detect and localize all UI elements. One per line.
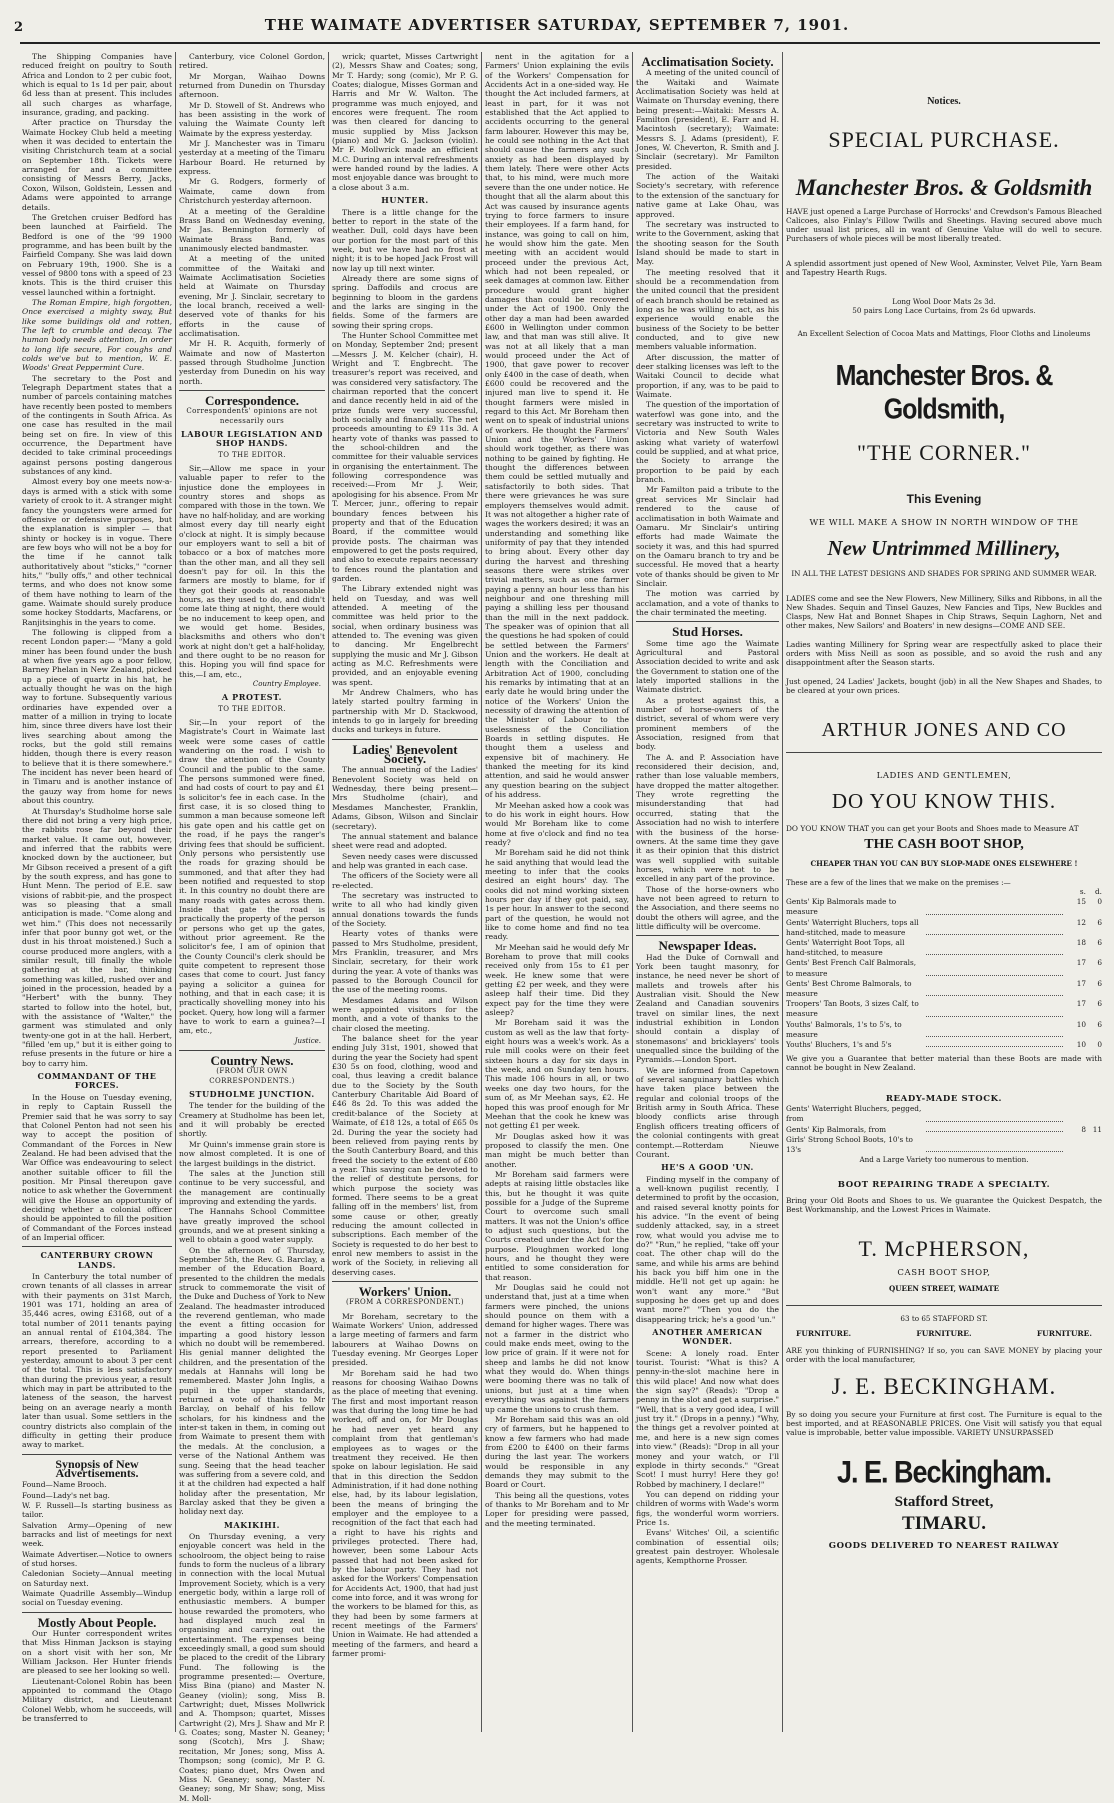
section-heading: CANTERBURY CROWN LANDS. — [40, 1250, 154, 1270]
price-item-name: Gents' Waterright Bluchers, tops all hand-stitched, made to measure — [786, 917, 919, 937]
price-shillings — [1066, 1104, 1086, 1124]
article-paragraph: Mr Boreham said he had two reasons for choosing Waihao Downs as the place of meeting that evening. The first and most important reason was that during the long time he had worked, off and on, for Mr Douglas he had never yet heard any complaint from that gentleman's employees as to wages or the treatment they received. He then spoke on labour legislation. He said that in this direction the Seddon Administration, if it had done nothing else, had, by its labour legislation, been the means of bringing the employer and the employee to a recognition of the fact that each had a right to have his rights and privileges protected. There had, however, been some Labour Acts passed that had not been asked for by the labour party. They had not asked for the Workers' Compensation for Accidents Act, 1900, that had just come into force, and it was wrong for the workers to be blamed for this, as they had been by some farmers at recent meetings of the Farmers' Union in Waimate. He had attended a meeting of the farmers, and heard a farmer promi- — [332, 1368, 478, 1659]
article-paragraph: As a protest against this, a number of horse-owners of the district, several of whom were very prominent members of the Association, resigned from that body. — [636, 695, 779, 752]
ad-body: HAVE just opened a Large Purchase of Horrocks' and Crewdson's Famous Bleached Calicoes, also Finlay's Fillow Twills and Sheetings. Having secured above much under usual list prices, all in want of Genuine Value will do well to secure. Purchasers of whole pieces will be most liberally treated. — [786, 207, 1102, 243]
poem: The Roman Empire, high forgotten, Once exercised a mighty sway, But like some buildings old and rotten, The left to crumble and decay. The human body needs attention, In order to long life secure, For coughs and colds we've but to mention, W. E. Woods' Great Peppermint Cure. — [22, 297, 172, 373]
leader-dots — [926, 999, 1063, 1016]
price-shillings: 17 — [1076, 999, 1086, 1009]
advertisements-column — [786, 52, 1102, 1732]
notices-heading: Notices. — [927, 96, 961, 107]
column-2 — [179, 52, 325, 1803]
price-shillings: 18 — [1076, 938, 1086, 948]
article-paragraph: After discussion, the matter of deer stalking licenses was left to the Waitaki Council to decide what proportion, if any, was to be paid to Waimate. — [636, 352, 779, 400]
column-4 — [485, 52, 629, 1732]
article-paragraph: The action of the Waitaki Society's secretary, with reference to the extension of the sanctuary for native game at Lake Ohau, was approved. — [636, 172, 779, 219]
ad-line: 50 pairs Long Lace Curtains, from 2s 6d upwards. — [852, 306, 1036, 315]
price-item-name: Gents' Best Chrome Balmorals, to measure — [786, 978, 912, 999]
ad-line: FURNITURE. — [916, 1329, 972, 1339]
price-pence — [1086, 1135, 1102, 1155]
shop-name: "THE CORNER." — [857, 440, 1031, 465]
article-paragraph: Mr Quinn's immense grain store is now almost completed. It is one of the largest buildings in the district. — [179, 1139, 325, 1168]
article-paragraph: The motion was carried by acclamation, and a vote of thanks to the chair terminated the meeting. — [636, 589, 779, 617]
section-heading: Ladies' Benevolent Society. — [352, 741, 458, 767]
divider — [332, 739, 478, 740]
letter-signature: Justice. — [294, 1036, 321, 1045]
divider — [22, 1454, 172, 1455]
divider — [22, 1246, 172, 1247]
ad-heading: DO YOU KNOW THIS. — [831, 789, 1057, 813]
price-pence: 6 — [1097, 1019, 1102, 1029]
article-paragraph: The sales at the Junction still continue to be very successful, and the management are continually improving and extending the yards. — [179, 1168, 325, 1206]
advertiser-name: J. E. Beckingham. — [836, 1454, 1052, 1490]
section-heading: HE'S A GOOD 'UN. — [661, 1162, 754, 1173]
ad-body: Ladies wanting Millinery for Spring wear are respectfully asked to place their orders with Miss Neill as soon as possible, and so avoid the rush and any disappointment after the Season starts. — [786, 640, 1102, 667]
section-heading: Stud Horses. — [672, 624, 743, 640]
price-pence: 6 — [1097, 999, 1102, 1009]
price-item-name: Gents' Waterright Boot Tops, all hand-stitched, to measure — [786, 938, 905, 958]
column-divider — [175, 52, 176, 1732]
ad-line: QUEEN STREET, WAIMATE — [888, 1284, 1000, 1294]
price-pence — [1086, 1104, 1102, 1124]
divider — [179, 1050, 325, 1051]
article-paragraph: wrick; quartet, Misses Cartwright (2), Messrs Shaw and Coates; song, Mr T. Hardy; song (comic), Mr P. G. Coates; dialogue, Misses Gorman and Harris and Mr W. Walton. The programme was much enjoyed, and encores were frequent. The room was then cleared for dancing to music supplied by Miss Jackson (piano) and Mr G. Jackson (violin). Mr F. Mollwrick made an efficient M.C. During an interval refreshments were handed round by the ladies. A most enjoyable dance was brought to a close about 3 a.m. — [332, 52, 478, 192]
ad-body: ARE you thinking of FURNISHING? If so, you can SAVE MONEY by placing your order with the local manufacturer, — [786, 1346, 1102, 1365]
leader-dots — [926, 918, 1063, 935]
leader-dots — [926, 1125, 1063, 1132]
price-item-name: Gents' Kip Balmorals, from — [786, 1124, 887, 1134]
section-heading: Newspaper Ideas. — [658, 938, 757, 954]
letter-body: Sir,—Allow me space in your valuable paper to refer to the injustice done the employees in country stores and shops as compared with those in the town. We have no half-holiday, and are working almost every day till nearly eight o'clock at night. It is simply because our employers want to sell a bit of tobacco or a box of matches more than the other man, and all they sell doesn't pay for oil. In this the farmers are mostly to blame, for if they got their goods at reasonable hours, as they used to do, and didn't come late thing at night, there would be no inducement to keep open, and we would get home. Besides, blacksmiths and others who don't work at night don't get a half-holiday, and there ought to be no reason for this. Hoping you will find space for this,—I am, etc., — [179, 464, 325, 679]
ad-line: GOODS DELIVERED TO NEAREST RAILWAY — [828, 1541, 1060, 1552]
article-paragraph: Mr Andrew Chalmers, who has lately started poultry farming in partnership with Mr D. Stackwood, intends to go in largely for breeding ducks and turkeys in future. — [332, 688, 478, 735]
price-pence: 6 — [1097, 938, 1102, 948]
ad-line: Stafford Street, — [894, 1494, 994, 1511]
ad-body: Bring your Old Boots and Shoes to us. We guarantee the Quickest Despatch, the Best Workmanship, and the Lowest Prices in Waimate. — [786, 1196, 1102, 1215]
article-paragraph: The annual meeting of the Ladies' Benevolent Society was held on Wednesday, there being present—Mrs Studholme (chair), and Mesdames Manchester, Franklin, Adams, Gibson, Wilson and Sinclair (secretary). — [332, 765, 478, 831]
list-item: Found—Name Brooch. — [22, 1480, 107, 1490]
article-paragraph: Mr D. Stowell of St. Andrews who has been assisting in the work of valuing the Waimate County left Waimate by the express yesterday. — [179, 100, 325, 138]
article-paragraph: At a meeting of the Geraldine Brass Band on Wednesday evening, Mr Jas. Bennington formerly of Waimate Brass Band, was unanimously elected bandmaster. — [179, 206, 325, 253]
list-item: Waimate Advertiser.—Notice to owners of stud horses. — [22, 1549, 172, 1568]
price-item-name: Gents' Best French Calf Balmorals, to measure — [786, 958, 917, 978]
ad-cash-boot-shop — [786, 771, 1102, 1293]
section-heading: Correspondence. — [204, 393, 299, 409]
letter-heading: A PROTEST. — [221, 692, 283, 703]
article-paragraph: The Shipping Companies have reduced freight on poultry to South Africa and London to 2 per cubic foot, which is equal to 1s 1d per pair, about 6d less than at present. This includes all such charges as wharfage, insurance, grading, and packing. — [22, 52, 172, 118]
divider — [786, 1305, 1102, 1306]
page-number: 2 — [14, 20, 24, 35]
article-paragraph: The question of the importation of waterfowl was gone into, and the secretary was instructed to write to Victoria and New South Wales asking what variety of waterfowl could be supplied, and at what price, the Society to arrange the proportion to be paid by each branch. — [636, 400, 779, 485]
price-item-name: Youths' Balmorals, 1's to 5's, to measure — [786, 1019, 902, 1039]
price-shillings: 15 — [1076, 897, 1086, 907]
price-pence: 0 — [1097, 897, 1102, 907]
letter-address: TO THE EDITOR. — [218, 450, 286, 459]
newspaper-title: THE WAIMATE ADVERTISER SATURDAY, SEPTEMBER 7, 1901. — [264, 16, 850, 34]
leader-dots — [926, 1040, 1063, 1047]
article-paragraph: Evans' Witches' Oil, a scientific combination of essential oils; greatest pain destroyer. Wholesale agents, Kempthorne Prosser. — [636, 1528, 779, 1566]
column-divider — [782, 52, 783, 1732]
divider — [636, 621, 779, 622]
price-shillings: 17 — [1076, 958, 1086, 968]
section-heading: Country News. — [210, 1053, 294, 1069]
price-shillings: 17 — [1076, 978, 1086, 988]
article-paragraph: Mr Boreham said this was an old cry of farmers, but he happened to know a few farmers who had made from £200 to £400 on their farms during the last year. The workers would be responsible in any demands they may submit to the Board or Court. — [485, 1414, 629, 1490]
article-paragraph: Some time ago the Waimate Agricultural and Pastoral Association decided to write and ask the Government to station one of the lately imported stallions in the Waimate district. — [636, 638, 779, 695]
column-divider — [328, 52, 329, 1732]
list-item: Caledonian Society—Annual meeting on Saturday next. — [22, 1569, 172, 1588]
ad-line: LADIES AND GENTLEMEN, — [876, 771, 1012, 781]
price-pence: 11 — [1092, 1124, 1102, 1134]
article-paragraph: Mr Boreham, secretary to the Waimate Workers' Union, addressed a large meeting of farmers and farm labourers at Waihao Downs on Tuesday evening. Mr Georges Loper presided. — [332, 1311, 478, 1368]
ad-subheading: READY-MADE STOCK. — [885, 1094, 1003, 1105]
section-heading: Mostly About People. — [37, 1614, 157, 1630]
price-pence: 6 — [1097, 958, 1102, 968]
leader-dots — [926, 938, 1063, 955]
column-1 — [22, 52, 172, 1732]
article-paragraph: Almost every boy one meets now-a-days is armed with a stick with some variety of crook to it. A stranger might fancy the youngsters were armed for offensive or defensive purposes, but the explanation is simpler — that shinty or hockey is in vogue. There are few boys who will not be a boy for the time if he cannot talk authoritatively about "sticks," "corner hits," "bully offs," and other technical terms, and who does not know some of them have nothing to learn of the game. Waimate should surely produce some hockey Stoddarts, Macfarens, or Ranjitsinghis in the years to come. — [22, 477, 172, 627]
leader-dots — [926, 1020, 1063, 1037]
price-item-name: Gents' Kip Balmorals made to measure — [786, 897, 897, 917]
ad-line: Long Wool Door Mats 2s 3d. — [892, 297, 996, 306]
divider — [22, 1612, 172, 1613]
article-paragraph: Already there are some signs of spring. Daffodils and crocus are beginning to bloom in the gardens and the larks are singing in the fields. Some of the farmers are sowing their spring crops. — [332, 273, 478, 330]
advertiser-name: Manchester Bros. & Goldsmith — [795, 175, 1093, 200]
article-paragraph: At a meeting of the united committee of the Waitaki and Waimate Acclimatisation Societies held at Waimate on Thursday evening, Mr J. Sinclair, secretary to the local branch, received a well-deserved vote of thanks for his efforts in the cause of acclimatisation. — [179, 254, 325, 338]
article-paragraph: The Gretchen cruiser Bedford has been launched at Fairfield. The Bedford is one of the '99 1900 programme, and has been built by the Fairfield Company. She was laid down on February 19th, 1900. She is a vessel of 9800 tons with a speed of 23 knots. This is the third cruiser this vessel launched within a fortnight. — [22, 212, 172, 297]
article-paragraph: Mr Douglas asked how it was proposed to classify the men. One man might be much better than another. — [485, 1131, 629, 1169]
price-pence: 6 — [1097, 978, 1102, 988]
ad-line: And a Large Variety too numerous to mention. — [859, 1155, 1029, 1165]
article-paragraph: On Thursday evening, a very enjoyable concert was held in the schoolroom, the object being to raise funds to form the nucleus of a library in connection with the local Mutual Improvement Society, which is a very energetic body, within a large roll of enthusiastic members. A bumper house rewarded the promoters, who had displayed much zeal in organising and carrying out the entertainment. The expenses being exceedingly small, a good sum should be placed to the credit of the Library Fund. The following is the programme presented:— Overture, Miss Bina (piano) and Master N. Geaney (violin); song, Miss B. Cartwright; duet, Misses Mollwrick and A. Thompson; quartet, Misses Cartwright (2), Mrs J. Shaw and Mr P. G. Coates; song, Master N. Geaney; song (Scotch), Mrs J. Shaw; recitation, Mr Jones; song, Miss A. Thompson; song (comic), Mr P. G. Coates; piano duet, Mrs Owen and Miss N. Geaney; song, Master N. Geaney; song, Mr Shaw; song, Miss M. Moll- — [179, 1531, 325, 1803]
price-shillings: 12 — [1076, 917, 1086, 927]
article-paragraph: The Library extended night was held on Tuesday, and was well attended. A meeting of the committee was held prior to the social, when ordinary business was attended to. The evening was given to dancing. Mr Engelbrecht supplying the music and Mr J. Gibson acting as M.C. Refreshments were provided, and an enjoyable evening was spent. — [332, 584, 478, 687]
article-paragraph: The secretary to the Post and Telegraph Department states that a number of parcels containing matches have recently been posted to members of the contingents in South Africa. As one case has resulted in the mail being set on fire. In view of this occurrence, the Department have decided to take criminal proceedings against persons posting dangerous substances of any kind. — [22, 373, 172, 477]
price-row — [786, 897, 1102, 917]
price-shillings — [1066, 1135, 1086, 1155]
column-5 — [636, 52, 779, 1732]
price-row — [786, 938, 1102, 958]
price-list — [786, 1104, 1102, 1155]
price-pence: 6 — [1097, 917, 1102, 927]
column-divider — [481, 52, 482, 1732]
article-paragraph: Mr Morgan, Waihao Downs returned from Dunedin on Thursday afternoon. — [179, 71, 325, 100]
divider — [179, 390, 325, 391]
article-paragraph: Mr Meehan said he would defy Mr Boreham to prove that mill cooks received only from 15s to £1 per week. He knew some that were getting £2 per week, and they were asleep half their time. Did they expect pay for the time they were asleep? — [485, 942, 629, 1018]
article-paragraph: Mr Boreham said it was the custom as well as the law that forty-eight hours was a week's work. As a rule mill cooks were on their feet sixteen hours a day for six days in the week, and on Sunday ten hours. This made 106 hours in all, or two weeks one day two hours, for the sum of, as Mr Meehan says, £2. He hoped this was proof enough for Mr Meehan that the cook he knew was not getting £1 per week. — [485, 1018, 629, 1131]
ad-beckingham — [786, 1314, 1102, 1551]
price-header: s. d. — [1079, 887, 1102, 896]
price-row — [786, 1040, 1102, 1050]
advertiser-name: ARTHUR JONES AND CO — [821, 719, 1067, 741]
ad-line: WE WILL MAKE A SHOW IN NORTH WINDOW OF THE — [809, 518, 1079, 528]
article-paragraph: Mr Meehan asked how a cook was to do his work in eight hours. How would Mr Boreham like to come home at five o'clock and find no tea ready? — [485, 800, 629, 847]
article-paragraph: Mr Familton paid a tribute to the great services Mr Sinclair had rendered to the cause of acclimatisation in both Waimate and Oamaru. Mr Sinclair's untiring efforts had made Waimate the society it was, and this had spurred on the Oamaru branch to try and be successful. He moved that a hearty vote of thanks should be given to Mr Sinclair. — [636, 485, 779, 588]
article-paragraph: The secretary was instructed to write to the Government, asking that the shooting season for the South Island should be made to start in May. — [636, 219, 779, 267]
advertiser-name: T. McPHERSON, — [858, 1236, 1030, 1262]
article-paragraph: At Thursday's Studholme horse sale there did not bring a very high price, the rabbits rose far beyond their market value. It came out, however, and inferred that the rabbits were knocked down by the auctioneer, but Mr Gibson received a present of a gift by the south express, and has gone to Hunt Menn. The period of E.E. saw visions of rabbit-pie, and the prospect was so pleasing that a small anticipation is made. "Come along and wet him." (This does not necessarily infer that poor bunny got wet, or the dust in his throat moistened.) Such a course produced more anglers, with a similar result, till finally the whole gathering at the bar, thinking something was killed, rushed over and joined in the procession, headed by a "Herbert" with the bunny. They started to follow into the hotel, but, with the assistance of "Walter," the garment was stimulated and only twenty-one got in at the hall. Herbert, "filled 'em up," but it is either going to refuse presents in the future or hire a boy to carry him. — [22, 806, 172, 1068]
article-paragraph: We are informed from Capetown of several sanguinary battles which have taken place between the regular and colonial troops of the British army in South Africa. These bloody conflicts arise through English officers treating officers of the colonial contingents with great contempt.—Rotterdam Nieuwe Courant. — [636, 1065, 779, 1159]
article-paragraph: The tender for the building of the Creamery at Studholme has been let, and it will probably be erected shortly. — [179, 1101, 325, 1139]
ad-body: A splendid assortment just opened of New Wool, Axminster, Velvet Pile, Yarn Beam and Tapestry Hearth Rugs. — [786, 259, 1102, 277]
article-paragraph: The annual statement and balance sheet were read and adopted. — [332, 831, 478, 851]
ad-feature: New Untrimmed Millinery, — [827, 536, 1061, 560]
locality-heading: STUDHOLME JUNCTION. — [189, 1089, 315, 1100]
price-row — [786, 979, 1102, 999]
leader-dots — [926, 979, 1063, 996]
ad-body: LADIES come and see the New Flowers, New Millinery, Silks and Ribbons, in all the New Shades. Sequin and Tinsel Gauzes, New Fancies and Tips, New Buckles and Clasps, New Hat and Bonnet Shapes in Chip Straws, Sequin Laghorn, Net and other makes, New Sailors' and Boaters' in new designs—COME AND SEE. — [786, 594, 1102, 630]
ad-line: FURNITURE. — [1036, 1329, 1092, 1339]
price-row — [786, 1104, 1102, 1124]
article-paragraph: In Canterbury the total number of crown tenants of all classes in arrear with their payments on 31st March, 1901 was 171, holding an area of 35,446 acres, owing £3168, out of a total number of 2011 tenants paying an annual rental of £104,384. The arrears, therefore, according to a report presented to Parliament yesterday, amount to about 3 per cent of the total. This is less satisfactory than during the previous year, a result which may in part be attributed to the lateness of the season, the harvest being on an average nearly a month later than usual. Some settlers in the country districts also complain of the difficulty in getting their produce away to market. — [22, 1272, 172, 1450]
ad-line: CASH BOOT SHOP, — [897, 1268, 991, 1279]
ad-body: Just opened, 24 Ladies' Jackets, bought (job) in all the New Shapes and Shades, to be cleared at your own prices. — [786, 677, 1102, 695]
article-paragraph: You can depend on ridding your children of worms with Wade's worm figs, the wonderful worm worriers. Price 1s. — [636, 1489, 779, 1527]
price-row — [786, 958, 1102, 978]
ad-subheading: BOOT REPAIRING TRADE A SPECIALTY. — [837, 1180, 1051, 1191]
article-paragraph: Our Hunter correspondent writes that Miss Hinman Jackson is staying on a short visit with her son, Mr William Jackson. Her Hunter friends are pleased to see her looking so well. — [22, 1629, 172, 1676]
locality-heading: HUNTER. — [381, 195, 429, 206]
section-heading: Workers' Union. — [358, 1284, 452, 1299]
article-paragraph: Those of the horse-owners who have not been agreed to return to the Association, and there seems no doubt the others will agree, and the little difficulty will be overcome. — [636, 884, 779, 931]
article-paragraph: The following is clipped from a recent London paper:— "Many a gold miner has been found under the bush at when five years ago a poor fellow, Barney Phelan in New Zealand, picked up a piece of quartz in his hat, he actually thought he was on the high way to fortune. Subsequently various ordinaries have expended over a matter of a million in trying to locate him, since three divers have lost their lives searching about among the rocks, but the gold still remains hidden, though there is every reason to believe that it is there somewhere." The incident has never been heard of in Timaru and is another instance of the gauzy way from home for news about this country. — [22, 627, 172, 806]
price-row — [786, 918, 1102, 938]
article-paragraph: nent in the agitation for a Farmers' Union explaining the evils of the Workers' Compensation for Accidents Act in a one-sided way. He thought the Act included farmers, at least in part, for it was not established that the Act applied to accidents occurring to the general farm labourer. However this may be, he could see nothing in the Act that should cause the farmers any such anxiety as had been displayed by them lately. There were other Acts that, to his mind, were much more severe than the one under notice. He thought that all the alarm about this Act was caused by insurance agents trying to force farmers to insure their employees. If a farm hand, for instance, was going to call on him, he would show him the gate. Men meeting with an accident would proceed under the previous Act, which had not been repealed, or seek damages at common law. Either procedure would grant higher damages than could be recovered under the Act of 1900. Only the other day a man had been awarded £600 in Wellington under common law, and that man was still alive. It was not at all likely that a man would proceed under the Act of 1900, that gave power to recover only £400 in the case of death, when £600 could be recovered and the injured man live to spend it. He thought farmers were misled in regard to this Act. Mr Boreham then went on to speak of industrial unions of workers. He thought the Farmers' Union and the Workers' Union should work together, as there was nothing to be gained by fighting. He thought the differences between them could be settled mutually and satisfactorily to both sides. That there were grievances he was sure employers themselves would admit. It was not altogether a higher rate of wages the workers desired; it was an understanding and something like uniformity of pay that they intended to bring about. Every other day during the harvest and threshing seasons there were strikes over trivial matters, such as one farmer paying a penny an hour less than his neighbour and one threshing mill paying a shilling less per thousand than the mill in the next paddock. The speaker was of opinion that all the questions he had spoken of could be settled between the Farmers' Union and the workers. He dealt at length with the Conciliation and Arbitration Act of 1900, concluding his remarks by intimating that at an early date he would bring under the notice of the Workers' Union the necessity of drawing the attention of the Minister of Labour to the uselessness of the Conciliation Boards in settling disputes. He thought them a useless and expensive bit of machinery. He thanked the meeting for its kind attention, and said he would answer any question bearing on the subject of his address. — [485, 52, 629, 800]
letter-body: Sir,—In your report of the Magistrate's Court in Waimate last week were some cases of cattle wandering on the road. I wish to draw the attention of the County Council and the public to the same. The persons summoned were fined, and had costs of court to pay and £1 ls solicitor's fee in each case. In the first case, it is so closed thing to summon a man because someone left his gate open and his cattle get on the road, if he pays the ranger's driving fees that should be sufficient. Only persons who persistently use the roads for grazing should be summoned, and that after they had been notified and requested to stop it. In this country no doubt there are many roads with gates across them. Inside that gate the road is practically the property of the person or persons who get up the gates, without prior agreement. Re the solicitor's fee, I am of opinion that the County Council's clerk should be quite competent to represent those cases that come to court. Just fancy paying a solicitor a guinea for nothing, and that in each case; it is practically shovelling money into his pocket. Query, how long will a farmer have to work to earn a guinea?—I am, etc., — [179, 718, 325, 1036]
price-pence: 0 — [1097, 1040, 1102, 1050]
special-purchase-heading: SPECIAL PURCHASE. — [828, 127, 1060, 152]
price-list — [786, 897, 1102, 1050]
article-paragraph: The balance sheet for the year ending July 31st, 1901, showed that during the year the Society had spent £30 5s on food, clothing, wood and coal, thus leaving a credit balance due to the Society by the South Canterbury Charitable Aid Board of £46 8s 2d. To this was added the credit-balance of the Society at Waimate, of £18 12s, a total of £65 0s 2d. During the year the society had been relieved from paying rents by the South Canterbury Board, and this freed the society to the extent of £80 a year. This saving can be devoted to the relief of destitute persons, for which purpose the society was formed. There seems to be a great falling off in the members' list, from some cause or other, greatly reducing the amount collected in subscriptions. Each member of the Society is requested to do her best to enrol new members to assist in the work of the Society, in relieving all deserving cases. — [332, 1034, 478, 1277]
list-item: W. F. Russell—Is starting business as tailor. — [22, 1500, 172, 1520]
masthead — [0, 0, 1114, 52]
list-item: Waimate Quadrille Assembly—Windup social on Tuesday evening. — [22, 1589, 172, 1608]
article-paragraph: After practice on Thursday the Waimate Hockey Club held a meeting when it was decided to entertain the visiting Christchurch team at a social on September 18th. Tickets were arranged for and a committee consisting of Messrs Berry, Jacks, Coxon, Wilson, Goldstein, Lessen and Adams were appointed to arrange details. — [22, 118, 172, 212]
article-paragraph: In the House on Tuesday evening, in reply to Captain Russell the Premier said that he was sorry to say that Colonel Penton had not seen his way to accept the position of Commandant of the Forces in New Zealand. He had been advised that the War Office was endeavouring to select another suitable officer to fill the position. Mr Pinsal thereupon gave notice to ask whether the Government will give the House an opportunity of deciding whether a colonial officer should be appointed to fill the position of Commandant of the Forces instead of an Imperial officer. — [22, 1092, 172, 1242]
article-paragraph: Mesdames Adams and Wilson were appointed visitors for the month, and a vote of thanks to the chair closed the meeting. — [332, 995, 478, 1033]
price-item-name: Gents' Waterright Bluchers, pegged, from — [786, 1104, 922, 1124]
article-paragraph: Scene: A lonely road. Enter tourist. Tourist: "What is this? A penny-in-the-slot machine here in this wild place! And now what does the sign say?" (Reads): "Drop a penny in the slot and get a surprise." "Well, that is a very good idea, I will just try it." (Drops in a penny.) "Why, the things get a revolver pointed at me, and here is a new sign comes into view." (Reads): "Drop in all your money and your watch, or I'll explode in thirty seconds." "Great Scot! I must hurry! Here they go! Robbed by machinery, I declare!" — [636, 1348, 779, 1489]
ad-manchester-special — [786, 96, 1102, 742]
article-paragraph: Mr Douglas said he could not understand that, just at a time when farmers were pinched, the unions should pounce on them with a demand for higher wages. There was not a farmer in the district who could make ends meet, owing to the low price of grain. If it were not for sheep and lambs he did not know what they would do. When things were booming there was no talk of unions, but just at a time when everything was against the farmers up came the unions to crush them. — [485, 1283, 629, 1414]
list-item: Found—Lady's net bag. — [22, 1490, 110, 1500]
letter-address: TO THE EDITOR. — [218, 704, 286, 713]
leader-dots — [926, 897, 1063, 914]
section-heading: Acclimatisation Society. — [641, 54, 774, 69]
article-paragraph: Mr Boreham said farmers were adepts at raising little obstacles like this, but he thought it was quite possible for a Judge of the Supreme Court to overcome such small matters. It was not the Union's office to adjust such questions, but the Courts created under the Act for the purpose. Ploughmen worked long hours, and he thought they were entitled to some consideration for that reason. — [485, 1169, 629, 1282]
article-paragraph: Finding myself in the company of a well-known pugilist recently, I determined to profit by the occasion, and raised several knotty points for his advice. "In the event of being suddenly attacked, say, in a street row, what would you advise me to do?" "Run," he replied, "take off your coat. The other chap will do the same, and while his arms are behind his back you biff him one in the middle. He'll not get up again: he won't want any more." "But supposing he does get up and does want more?" "Then you do the disappearing trick; he's a good 'un." — [636, 1174, 779, 1324]
price-item-name: Youths' Bluchers, 1's and 5's — [786, 1040, 892, 1050]
price-row — [786, 1135, 1102, 1155]
column-3 — [332, 52, 478, 1732]
price-row — [786, 999, 1102, 1019]
section-heading: ANOTHER AMERICAN WONDER. — [652, 1327, 763, 1347]
furniture-row — [796, 1329, 1092, 1338]
ad-line: FURNITURE. — [796, 1329, 852, 1339]
article-paragraph: The secretary was instructed to write to all who had kindly given annual donations towards the funds of the Society. — [332, 890, 478, 928]
list-item: Salvation Army—Opening of new barracks and list of meetings for next week. — [22, 1520, 172, 1549]
leader-dots — [926, 958, 1063, 975]
article-paragraph: Mr G. Rodgers, formerly of Waimate, came down from Christchurch yesterday afternoon. — [179, 177, 325, 206]
article-paragraph: Mr H. R. Acquith, formerly of Waimate and now of Masterton passed through Studholme Junction yesterday from Dunedin on his way north. — [179, 339, 325, 386]
shop-name: THE CASH BOOT SHOP, — [864, 837, 1024, 852]
article-paragraph: Hearty votes of thanks were passed to Mrs Studholme, president, Mrs Franklin, treasurer, and Mrs Sinclair, secretary, for their work during the year. A vote of thanks was passed to the Borough Council for the use of the meeting rooms. — [332, 929, 478, 995]
section-heading: COMMANDANT OF THE FORCES. — [37, 1071, 157, 1091]
article-paragraph: There is a little change for the better to report in the state of the weather. Dull, cold days have been our portion for the most part of this week, but we have had no frost at night; it is to be hoped Jack Frost will now lay up till next winter. — [332, 207, 478, 273]
ad-line: An Excellent Selection of Cocoa Mats and Mattings, Floor Cloths and Linoleums — [797, 329, 1091, 338]
ad-line: 63 to 65 STAFFORD ST. — [900, 1314, 988, 1324]
article-paragraph: The Hunter School Committee met on Monday, September 2nd; present—Messrs J. M. Kelcher (chair), H. Wright and T. Engbrecht. The treasurer's report was received, and was considered very satisfactory. The chairman reported that the concert and dance recently held in aid of the prize funds were very successful, both socially and financially. The net proceeds amounting to £9 11s 3d. A hearty vote of thanks was passed to the school-children and the committee for their valuable services in organising the entertainment. The following correspondence was received:—From Mr J. Weir, apologising for his absence. From Mr T. Mercer, junr., offering to repair boundary fences between his property and that of the Education Board, if the committee would provide posts. The chairman was empowered to get the posts required, and also to execute repairs necessary to fences round the plantation and garden. — [332, 330, 478, 583]
article-paragraph: On the afternoon of Thursday, September 5th, the Rev. G. Barclay, a member of the Education Board, presented to the children the medals struck to commemorate the visit of the Duke and Duchess of York to New Zealand. The headmaster introduced the reverend gentleman, who made the event a fitting occasion for imparting a good history lesson which no doubt will be remembered. His genial manner delighted the children, and the presentation of the medals at Hannahs will long be remembered. Master John Inglis, a pupil in the upper standards, returned a vote of thanks to Mr Barclay, on behalf of his fellow scholars, for his kindness and the inter-st taken in them, in coming out from Waimate to present them with the medals. At the conclusion, a verse of the National Anthem was sung. Seeing that the head teacher was suffering from a severe cold, and it at the children had expected a half holiday after the presentation, Mr Barclay asked that they be given a holiday next day. — [179, 1245, 325, 1517]
ad-body: We give you a Guarantee that better material than these Boots are made with cannot be bought in New Zealand. — [786, 1054, 1102, 1073]
advertiser-name: J. E. BECKINGHAM. — [831, 1374, 1057, 1400]
ad-body: DO YOU KNOW THAT you can get your Boots and Shoes made to Measure AT — [786, 824, 1079, 833]
leader-dots — [926, 1135, 1063, 1152]
ad-body: By so doing you secure your Furniture at first cost. The Furniture is equal to the best imported, and at REASONABLE PRICES. One Visit will satisfy you that equal value is improbable, better value impossible. VARIETY UNSURPASSED — [786, 1410, 1102, 1438]
header-rule — [20, 42, 1100, 44]
section-subheading: (FROM A CORRESPONDENT.) — [345, 1298, 465, 1307]
divider — [636, 935, 779, 936]
letter-signature: Country Employee. — [252, 680, 321, 688]
article-paragraph: The Hannahs School Committee have greatly improved the school grounds, and we at present sinking a well to obtain a good water supply. — [179, 1207, 325, 1245]
price-row — [786, 1125, 1102, 1135]
price-shillings: 8 — [1081, 1124, 1086, 1134]
section-heading: Synopsis of New Advertisements. — [55, 1456, 139, 1480]
article-paragraph: A meeting of the united council of the Waitaki and Waimate Acclimatisation Society was held at Waimate on Thursday evening, there being present:—Waitaki: Messrs A. Familton (president), E. Farr and H. Macintosh (secretary); Waimate: Messrs S. J. Adams (president), F. Jones, W. Cheverton, R. Smith and J. Sinclair (secretary). Mr Familton presided. — [636, 68, 779, 171]
article-paragraph: Canterbury, vice Colonel Gordon, retired. — [179, 52, 325, 71]
section-subheading: (FROM OUR OWN CORRESPONDENTS.) — [209, 1067, 295, 1085]
price-item-name: Girls' Strong School Boots, 10's to 13's — [786, 1134, 913, 1155]
ad-line: TIMARU. — [902, 1513, 986, 1535]
locality-heading: MAKIKIHI. — [224, 1519, 280, 1530]
divider — [786, 752, 1102, 753]
ad-line: These are a few of the lines that we make on the premises :— — [786, 878, 1011, 887]
price-row — [786, 1020, 1102, 1040]
price-shillings: 10 — [1076, 1019, 1086, 1029]
article-paragraph: The meeting resolved that it should be a recommendation from the united council that the president of each branch should be retained as long as he was willing to act, as his experience would enable the business of the Society to be better conducted, and to give new members valuable information. — [636, 267, 779, 352]
article-paragraph: The officers of the Society were all re-elected. — [332, 871, 478, 890]
article-paragraph: The A. and P. Association have reconsidered their decision, and, rather than lose valuable members, have dropped the matter altogether. They wrote regretting the misunderstanding that had occurred, stating that the Association had no wish to interfere with the business of the horse-owners. At the same time they gave it as their opinion that this district was well supplied with suitable horses, which were not to be excelled in any part of the province. — [636, 752, 779, 884]
advertiser-name: Manchester Bros. & Goldsmith, — [835, 359, 1053, 426]
leader-dots — [926, 1104, 1063, 1121]
article-paragraph: Had the Duke of Cornwall and York been taught masonry, for instance, he need never be short of mallets and trowels after his Australian visit. Should the New Zealand and Canadian souvenirs travel on similar lines, the next industrial exhibition in London should contain a display of stonemasons' and bricklayers' tools unequalled since the building of the Pyramids.—London Sport. — [636, 952, 779, 1065]
article-paragraph: Lieutenant-Colonel Robin has been appointed to command the Otago Military district, and Lieutenant Colonel Webb, whom he succeeds, will be transferred to — [22, 1676, 172, 1724]
article-paragraph: Mr J. Manchester was in Timaru yesterday at a meeting of the Timaru Harbour Board. He returned by express. — [179, 139, 325, 177]
divider — [332, 1281, 478, 1282]
ad-subheading: This Evening — [906, 492, 982, 506]
ad-line: IN ALL THE LATEST DESIGNS AND SHADES FOR SPRING AND SUMMER WEAR. — [791, 569, 1097, 578]
ad-line: CHEAPER THAN YOU CAN BUY SLOP-MADE ONES ELSEWHERE ! — [810, 859, 1078, 868]
column-divider — [632, 52, 633, 1732]
price-item-name: Troopers' Tan Boots, 3 sizes Calf, to measure — [786, 999, 919, 1019]
article-paragraph: Mr Boreham said he did not think he said anything that would lead the meeting to infer that the cooks desired an eight hours' day. The cooks did not mind working sixteen hours per day if they got paid, say, 1s per hour. In answer to the second part of the question, he would not like to come home and find no tea ready. — [485, 848, 629, 942]
article-paragraph: Seven needy cases were discussed and help was granted in each case. — [332, 851, 478, 870]
editorial-note: Correspondents' opinions are not necessarily ours — [186, 407, 318, 425]
price-shillings: 10 — [1076, 1040, 1086, 1050]
letter-heading: LABOUR LEGISLATION AND SHOP HANDS. — [180, 429, 323, 449]
article-paragraph: This being all the questions, votes of thanks to Mr Boreham and to Mr Loper for presiding were passed, and the meeting terminated. — [485, 1490, 629, 1528]
